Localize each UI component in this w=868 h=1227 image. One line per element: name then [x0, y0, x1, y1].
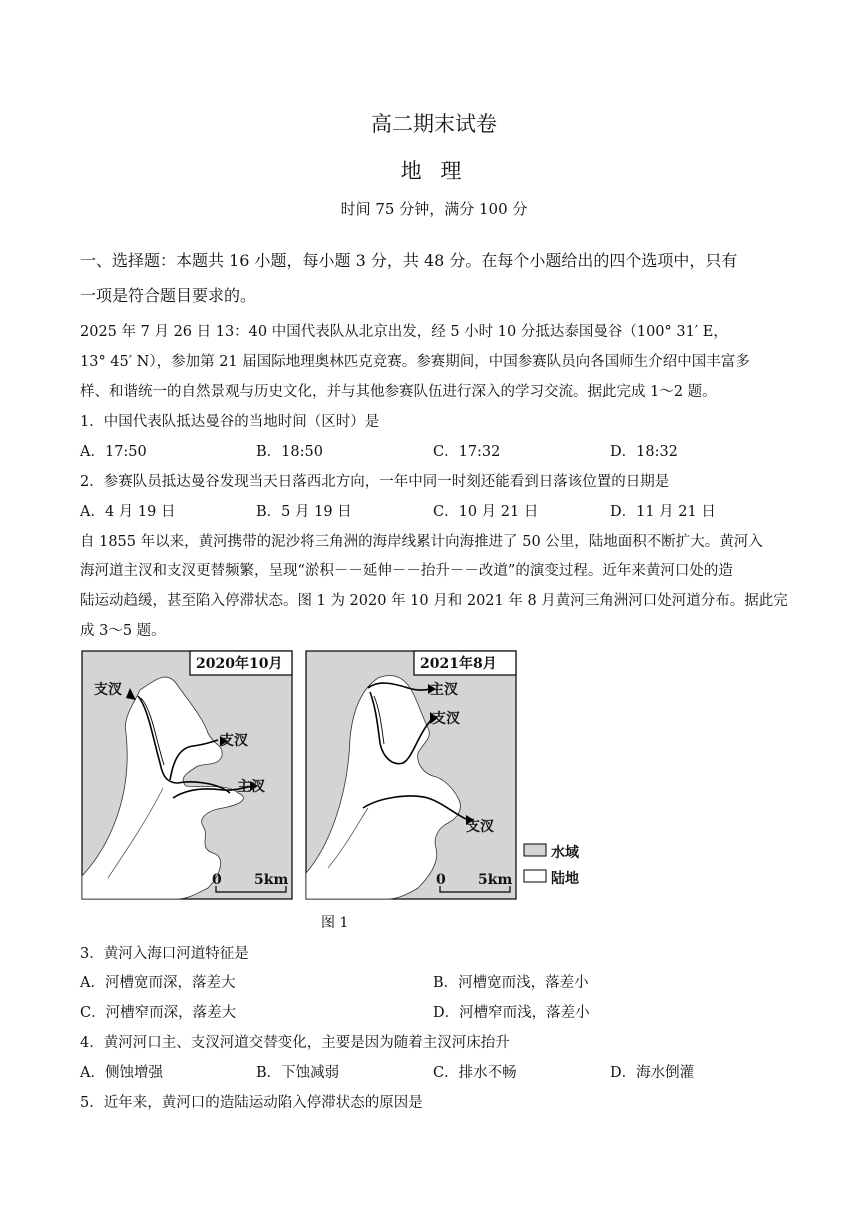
- scale-length-1: 5km: [254, 872, 289, 888]
- map1-branch-label-b: 支汊: [220, 733, 248, 749]
- scale-zero-2: 0: [436, 872, 446, 888]
- q3-stem: 3．黄河入海口河道特征是: [80, 946, 249, 962]
- q1-stem: 1．中国代表队抵达曼谷的当地时间（区时）是: [80, 414, 380, 430]
- q2-option-a: A．4 月 19 日: [80, 504, 176, 520]
- map-2021-08: [306, 651, 516, 899]
- passage1-line3: 样、和谐统一的自然景观与历史文化，并与其他参赛队伍进行深入的学习交流。据此完成 1～2 题。: [80, 384, 717, 400]
- passage2-line1: 自 1855 年以来，黄河携带的泥沙将三角洲的海岸线累计向海推进了 50 公里，陆地面积不断扩大。黄河入: [80, 534, 763, 550]
- q4-option-d: D．海水倒灌: [610, 1065, 695, 1081]
- q3-option-c: C．河槽窄而深，落差大: [80, 1005, 237, 1021]
- legend-water-label: 水域: [551, 845, 579, 861]
- q1-option-d: D．18:32: [610, 444, 678, 460]
- q2-stem: 2．参赛队员抵达曼谷发现当天日落西北方向，一年中同一时刻还能看到日落该位置的日期是: [80, 474, 670, 490]
- q4-option-b: B．下蚀减弱: [256, 1065, 340, 1081]
- q1-option-a: A．17:50: [80, 444, 147, 460]
- map2-branch-label-b: 支汊: [466, 819, 494, 835]
- q2-option-c: C．10 月 21 日: [433, 504, 539, 520]
- q2-option-b: B．5 月 19 日: [256, 504, 352, 520]
- q3-option-b: B．河槽宽而浅，落差小: [433, 975, 589, 991]
- exam-meta: 时间 75 分钟，满分 100 分: [340, 200, 528, 218]
- q3-option-a: A．河槽宽而深，落差大: [80, 975, 236, 991]
- passage2-line2: 海河道主汊和支汊更替频繁，呈现“淤积－－延伸－－抬升－－改道”的演变过程。近年来黄河口处的造: [80, 563, 733, 579]
- q1-option-c: C．17:32: [433, 444, 501, 460]
- map1-date-label: 2020年10月: [196, 656, 283, 672]
- map2-main-label: 主汊: [430, 682, 458, 698]
- passage1-line2: 13° 45′ N），参加第 21 届国际地理奥林匹克竞赛。参赛期间，中国参赛队员向各国师生介绍中国丰富多: [80, 354, 750, 370]
- map2-date-label: 2021年8月: [420, 656, 497, 672]
- passage2-line3: 陆运动趋缓，甚至陷入停滞状态。图 1 为 2020 年 10 月和 2021 年 8 月黄河三角洲河口处河道分布。据此完: [80, 593, 788, 609]
- page-title: 高二期末试卷: [371, 112, 497, 136]
- q3-option-d: D．河槽窄而浅，落差小: [433, 1005, 590, 1021]
- legend-land-swatch: [524, 870, 546, 882]
- section-heading-line2: 一项是符合题目要求的。: [80, 286, 257, 305]
- section-heading-line1: 一、选择题：本题共 16 小题，每小题 3 分，共 48 分。在每个小题给出的四个选项中，只有: [80, 251, 738, 270]
- scale-length-2: 5km: [478, 872, 513, 888]
- map2-branch-label-a: 支汊: [432, 711, 460, 727]
- legend-land-label: 陆地: [551, 871, 579, 887]
- scale-zero-1: 0: [212, 872, 222, 888]
- map1-main-label: 主汊: [237, 779, 265, 795]
- legend-water-swatch: [524, 844, 546, 856]
- q4-option-c: C．排水不畅: [433, 1065, 517, 1081]
- passage1-line1: 2025 年 7 月 26 日 13：40 中国代表队从北京出发，经 5 小时 10 分抵达泰国曼谷（100° 31′ E，: [80, 324, 728, 340]
- passage2-line4: 成 3～5 题。: [80, 623, 166, 639]
- subject-title: 地 理: [400, 159, 468, 183]
- q2-option-d: D．11 月 21 日: [610, 504, 716, 520]
- figure-caption: 图 1: [321, 915, 349, 931]
- q4-stem: 4．黄河河口主、支汊河道交替变化，主要是因为随着主汊河床抬升: [80, 1035, 510, 1051]
- q1-option-b: B．18:50: [256, 444, 323, 460]
- figure-river-mouth-maps: [78, 648, 618, 938]
- q5-stem: 5．近年来，黄河口的造陆运动陷入停滞状态的原因是: [80, 1095, 423, 1111]
- map1-branch-label-a: 支汊: [94, 682, 122, 698]
- q4-option-a: A．侧蚀增强: [80, 1065, 163, 1081]
